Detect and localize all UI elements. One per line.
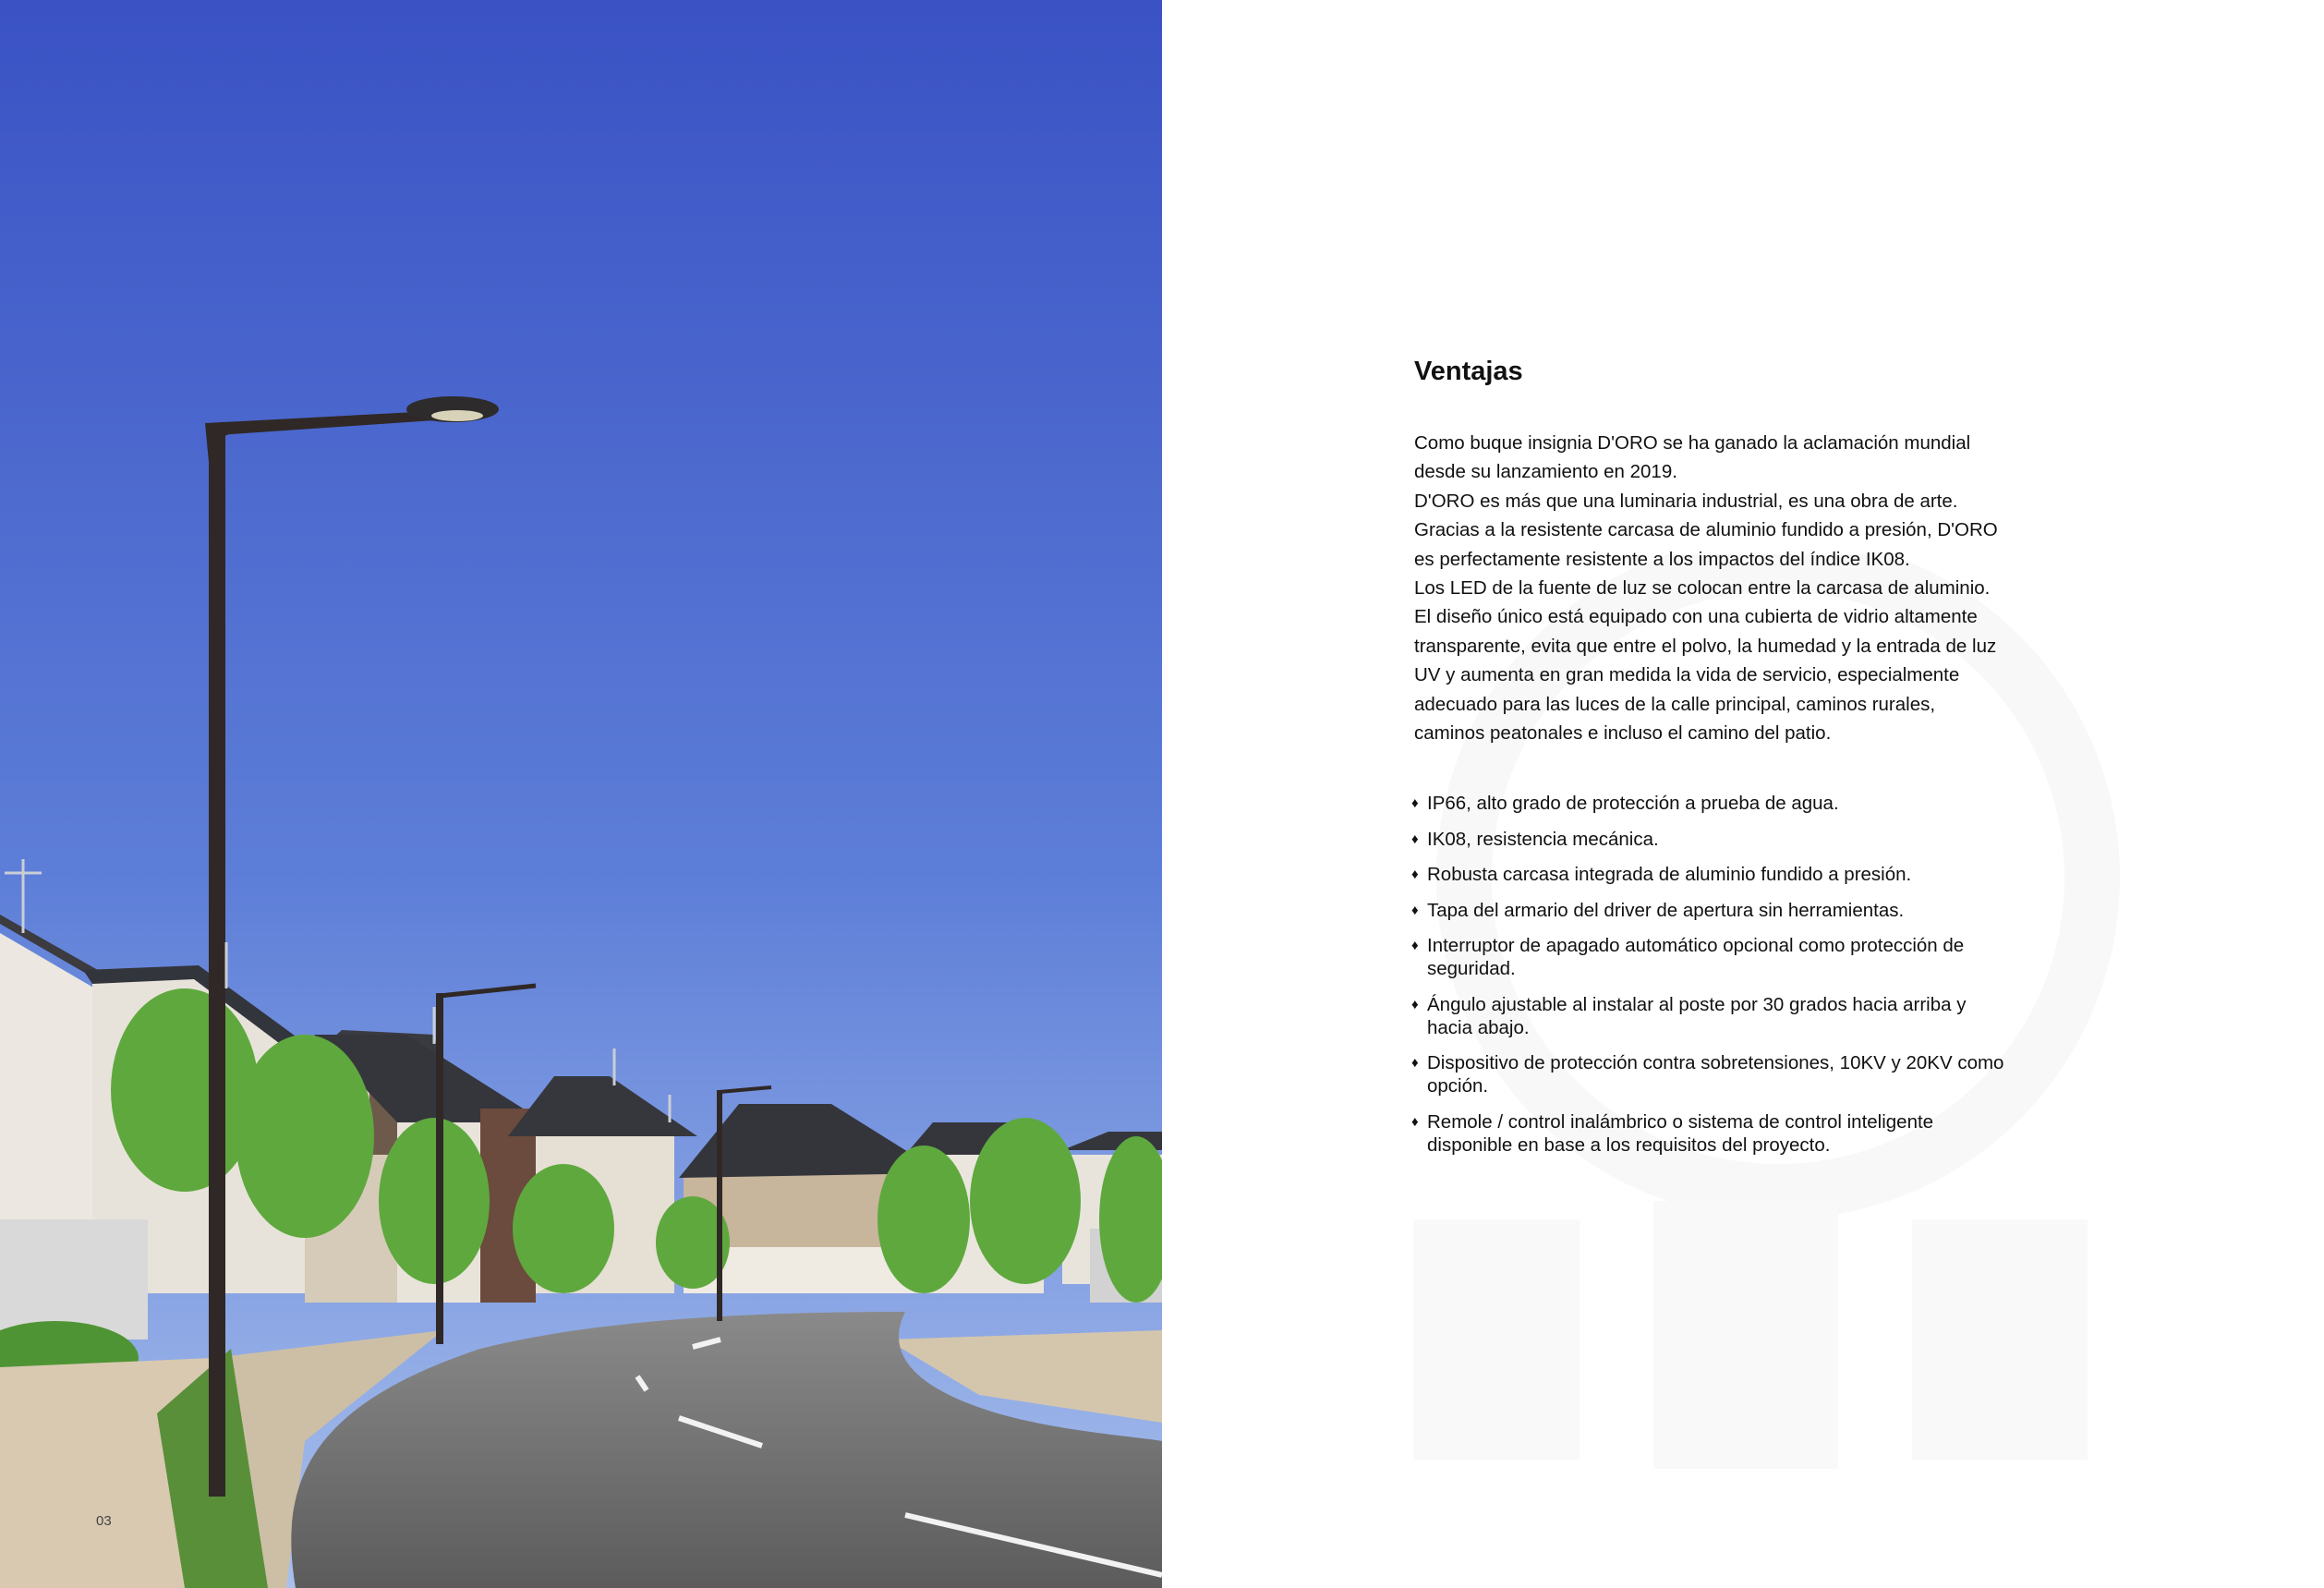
feature-list xyxy=(1411,792,2015,1157)
page-number: 03 xyxy=(96,1513,112,1529)
paragraph-line: El diseño único está equipado con una cubierta de vidrio altamente xyxy=(1414,606,1978,628)
diamond-bullet-icon: ♦ xyxy=(1411,867,1419,883)
paragraph-line: adecuado para las luces de la calle principal, caminos rurales, xyxy=(1414,693,1936,715)
paragraph-line: Como buque insignia D'ORO se ha ganado la aclamación mundial xyxy=(1414,432,1971,454)
paragraph-line: D'ORO es más que una luminaria industrial, es una obra de arte. xyxy=(1414,490,1958,512)
diamond-bullet-icon: ♦ xyxy=(1411,902,1419,918)
feature-item: ♦ IK08, resistencia mecánica. xyxy=(1411,828,1659,850)
paragraph-line: UV y aumenta en gran medida la vida de servicio, especialmente xyxy=(1414,664,1960,686)
paragraph-line: Gracias a la resistente carcasa de aluminio fundido a presión, D'ORO xyxy=(1414,519,1998,541)
diamond-bullet-icon: ♦ xyxy=(1411,795,1419,812)
paragraph-line: caminos peatonales e incluso el camino del patio. xyxy=(1414,722,1832,745)
diamond-bullet-icon: ♦ xyxy=(1411,996,1419,1012)
advantages-section xyxy=(1411,353,2015,1169)
diamond-bullet-icon: ♦ xyxy=(1411,830,1419,847)
paragraph-line: es perfectamente resistente a los impactos del índice IK08. xyxy=(1414,548,1910,570)
feature-item: ♦ Remole / control inalámbrico o sistema de control inteligente disponible en base a los requisitos del proyecto. xyxy=(1411,1110,1934,1156)
feature-item: ♦ Dispositivo de protección contra sobretensiones, 10KV y 20KV como opción. xyxy=(1411,1052,2004,1097)
diamond-bullet-icon: ♦ xyxy=(1411,1113,1419,1130)
feature-item: ♦ IP66, alto grado de protección a prueba de agua. xyxy=(1411,793,1839,815)
section-title: Ventajas xyxy=(1414,357,1523,386)
feature-item: ♦ Tapa del armario del driver de apertura sin herramientas. xyxy=(1411,899,1905,921)
paragraph-line: Los LED de la fuente de luz se colocan entre la carcasa de aluminio. xyxy=(1414,577,1991,600)
paragraph-line: transparente, evita que entre el polvo, la humedad y la entrada de luz xyxy=(1414,635,1997,657)
paragraph-line: desde su lanzamiento en 2019. xyxy=(1414,461,1677,483)
description-paragraph xyxy=(1414,429,2015,747)
feature-item: ♦ Interruptor de apagado automático opcional como protección de seguridad. xyxy=(1411,935,1965,980)
feature-item: ♦ Robusta carcasa integrada de aluminio fundido a presión. xyxy=(1411,864,1912,886)
diamond-bullet-icon: ♦ xyxy=(1411,938,1419,954)
feature-item: ♦ Ángulo ajustable al instalar al poste por 30 grados hacia arriba y hacia abajo. xyxy=(1411,993,1967,1038)
diamond-bullet-icon: ♦ xyxy=(1411,1055,1419,1072)
